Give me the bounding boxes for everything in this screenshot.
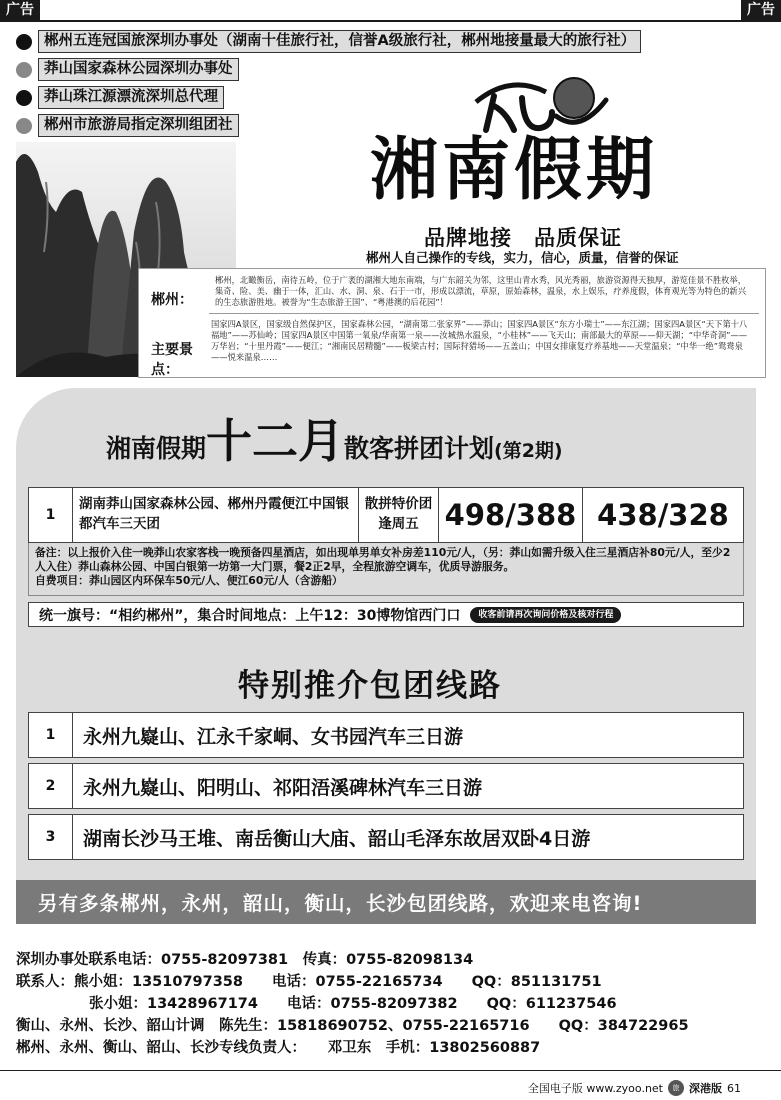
brand-slogan: 品牌地接 品质保证 bbox=[424, 226, 622, 250]
route-name: 永州九嶷山、江永千家峒、女书园汽车三日游 bbox=[83, 725, 464, 748]
brand-title: 湘南假期 bbox=[370, 130, 659, 210]
contact-qq: 851131751 bbox=[510, 974, 602, 990]
plan-row-price-1: 498/388 bbox=[439, 488, 583, 542]
contact-phone: 0755-82097382 bbox=[330, 996, 458, 1012]
assembly-info bbox=[28, 602, 744, 627]
contact-info bbox=[16, 949, 776, 1059]
credential-item bbox=[16, 58, 766, 81]
route-number: 3 bbox=[29, 815, 73, 859]
attractions-description: 国家四A景区，国家级自然保护区，国家森林公园，“湖南第二张家界”——莽山；国家四A景区“东方小瑞士”——东江湖；国家四A景区“天下第十八福地”——苏仙岭；国家四A景区中国第一氧泉/华南第一泉——汝城热水温泉，“小桂林”——飞天山；南部最大的草原——仰天湖；“中华奇洞”——万华岩；“十里丹霞”——便江；“湘南民居精髓”——板梁古村；国际狩猎场——五盖山；中国女排康复疗养基地——天堂温泉；“中华一绝”鸳鸯泉——悦来温泉…… bbox=[211, 319, 748, 362]
contact-phone-label: 电话： bbox=[271, 974, 316, 990]
brand-logo-icon bbox=[470, 72, 610, 134]
route-row bbox=[28, 763, 744, 809]
plan-row-itinerary: 湖南莽山国家森林公园、郴州丹霞便江中国银都汽车三天团 bbox=[73, 488, 359, 542]
plan-title bbox=[106, 414, 563, 468]
contact-line-person-2 bbox=[16, 993, 776, 1015]
manager-name: 邓卫东 bbox=[327, 1040, 372, 1056]
planner-qq: 384722965 bbox=[597, 1018, 689, 1034]
contact-phone-label: 电话： bbox=[286, 996, 331, 1012]
chenzhou-label: 郴州： bbox=[151, 292, 193, 308]
manager-mobile: 13802560887 bbox=[429, 1040, 541, 1056]
attractions-label: 主要景点： bbox=[151, 342, 193, 378]
main-attractions bbox=[139, 319, 765, 379]
credential-text: 莽山珠江源漂流深圳总代理 bbox=[38, 86, 224, 109]
route-row bbox=[28, 814, 744, 860]
bullet-dot-icon bbox=[16, 34, 32, 50]
destination-info-box bbox=[138, 268, 766, 378]
footer-edition: 全国电子版 www.zyoo.net bbox=[527, 1082, 663, 1095]
plan-title-prefix: 湘南假期 bbox=[106, 434, 207, 463]
planner-name: 陈先生： bbox=[219, 1018, 277, 1034]
chenzhou-description: 郴州，北瞰衡岳，南待五岭，位于广袤的湖湘大地东南端，与广东韶关为邻，这里山青水秀，风光秀丽，旅游资源得天独厚，游览佳景不胜枚举，集奇、险、美、幽于一体，汇山、水、洞、泉、石于一市，形成以漂流，草原，原始森林，温泉，水上娱乐，疗养度假，体育观光等为特色的新兴的生态旅游胜地。被誉为“生态旅游王国”、“粤港澳的后花园”！ bbox=[215, 275, 747, 307]
contact-line-person-1 bbox=[16, 971, 776, 993]
plan-table-row bbox=[28, 487, 744, 543]
assembly-notice-badge: 收客前请再次询问价格及核对行程 bbox=[470, 607, 621, 623]
contact-person-label: 联系人： bbox=[16, 974, 74, 990]
contact-qq-label: QQ： bbox=[486, 996, 526, 1012]
fax-label: 传真： bbox=[302, 952, 347, 968]
plan-row-type: 散拼特价团逢周五 bbox=[359, 488, 439, 542]
top-divider bbox=[0, 20, 781, 22]
credential-text: 郴州五连冠国旅深圳办事处（湖南十佳旅行社，信誉A级旅行社，郴州地接量最大的旅行社） bbox=[38, 30, 641, 53]
agency-credentials bbox=[16, 30, 766, 142]
publisher-logo-icon: 旅 bbox=[668, 1080, 684, 1096]
contact-line-planner bbox=[16, 1015, 776, 1037]
manager-mobile-label: 手机： bbox=[385, 1040, 430, 1056]
ad-label-right: 广告 bbox=[741, 0, 781, 20]
bullet-dot-icon bbox=[16, 62, 32, 78]
fax-number: 0755-82098134 bbox=[346, 952, 474, 968]
plan-row-number: 1 bbox=[29, 488, 73, 542]
contact-mobile: 13510797358 bbox=[132, 974, 243, 990]
ad-label-left: 广告 bbox=[0, 0, 40, 20]
route-name: 永州九嶷山、阳明山、祁阳浯溪碑林汽车三日游 bbox=[83, 776, 483, 799]
route-number: 1 bbox=[29, 713, 73, 757]
route-name: 湖南长沙马王堆、南岳衡山大庙、韶山毛泽东故居双卧4日游 bbox=[83, 827, 591, 850]
credential-text: 郴州市旅游局指定深圳组团社 bbox=[38, 114, 239, 137]
chenzhou-intro bbox=[139, 275, 765, 309]
credential-item bbox=[16, 30, 766, 53]
contact-line-manager bbox=[16, 1037, 776, 1059]
credential-text: 莽山国家森林公园深圳办事处 bbox=[38, 58, 239, 81]
plan-remarks: 备注：以上报价入住一晚莽山农家客栈一晚预备四星酒店，如出现单男单女补房差110元/人，（另：莽山如需升级入住三星酒店补80元/人，至少2人入住）莽山森林公园、中国白银第一坊第一大门票，餐2正2早，全程旅游空调车，优质导游服务。 bbox=[35, 546, 731, 573]
contact-qq: 611237546 bbox=[525, 996, 617, 1012]
page-number: 61 bbox=[727, 1081, 741, 1095]
special-routes-title: 特别推介包团线路 bbox=[238, 668, 502, 704]
manager-region: 郴州、永州、衡山、韶山、长沙专线负责人： bbox=[16, 1040, 299, 1056]
office-phone-label: 深圳办事处联系电话： bbox=[16, 952, 161, 968]
more-routes-banner: 另有多条郴州，永州，韶山，衡山，长沙包团线路，欢迎来电咨询! bbox=[16, 880, 756, 924]
info-divider bbox=[209, 313, 759, 314]
plan-self-pay: 自费项目：莽山园区内环保车50元/人、便江60元/人（含游船） bbox=[35, 574, 343, 587]
footer-version: 深港版 bbox=[689, 1082, 722, 1095]
contact-name: 熊小姐： bbox=[74, 974, 132, 990]
bullet-dot-icon bbox=[16, 118, 32, 134]
contact-line-office bbox=[16, 949, 776, 971]
contact-name: 张小姐： bbox=[89, 996, 147, 1012]
footer-divider bbox=[0, 1070, 781, 1071]
credential-item bbox=[16, 86, 766, 109]
contact-qq-label: QQ： bbox=[471, 974, 511, 990]
planner-region: 衡山、永州、长沙、韶山计调 bbox=[16, 1018, 205, 1034]
page-footer bbox=[528, 1080, 741, 1096]
plan-notes bbox=[28, 543, 744, 596]
route-row bbox=[28, 712, 744, 758]
brand-subslogan: 郴州人自己操作的专线，实力，信心，质量，信誉的保证 bbox=[366, 250, 679, 265]
assembly-text: 统一旗号：“相约郴州”，集合时间地点：上午12：30博物馆西门口 bbox=[39, 607, 461, 624]
plan-row-price-2: 438/328 bbox=[597, 498, 729, 532]
route-number: 2 bbox=[29, 764, 73, 808]
plan-title-month: 十二月 bbox=[206, 414, 345, 468]
contact-phone: 0755-22165734 bbox=[315, 974, 443, 990]
planner-qq-label: QQ： bbox=[558, 1018, 598, 1034]
plan-title-issue: (第2期) bbox=[494, 440, 563, 462]
bullet-dot-icon bbox=[16, 90, 32, 106]
contact-mobile: 13428967174 bbox=[147, 996, 258, 1012]
office-phone: 0755-82097381 bbox=[161, 952, 289, 968]
planner-phones: 15818690752、0755-22165716 bbox=[277, 1018, 530, 1034]
plan-title-suffix: 散客拼团计划 bbox=[344, 434, 495, 463]
